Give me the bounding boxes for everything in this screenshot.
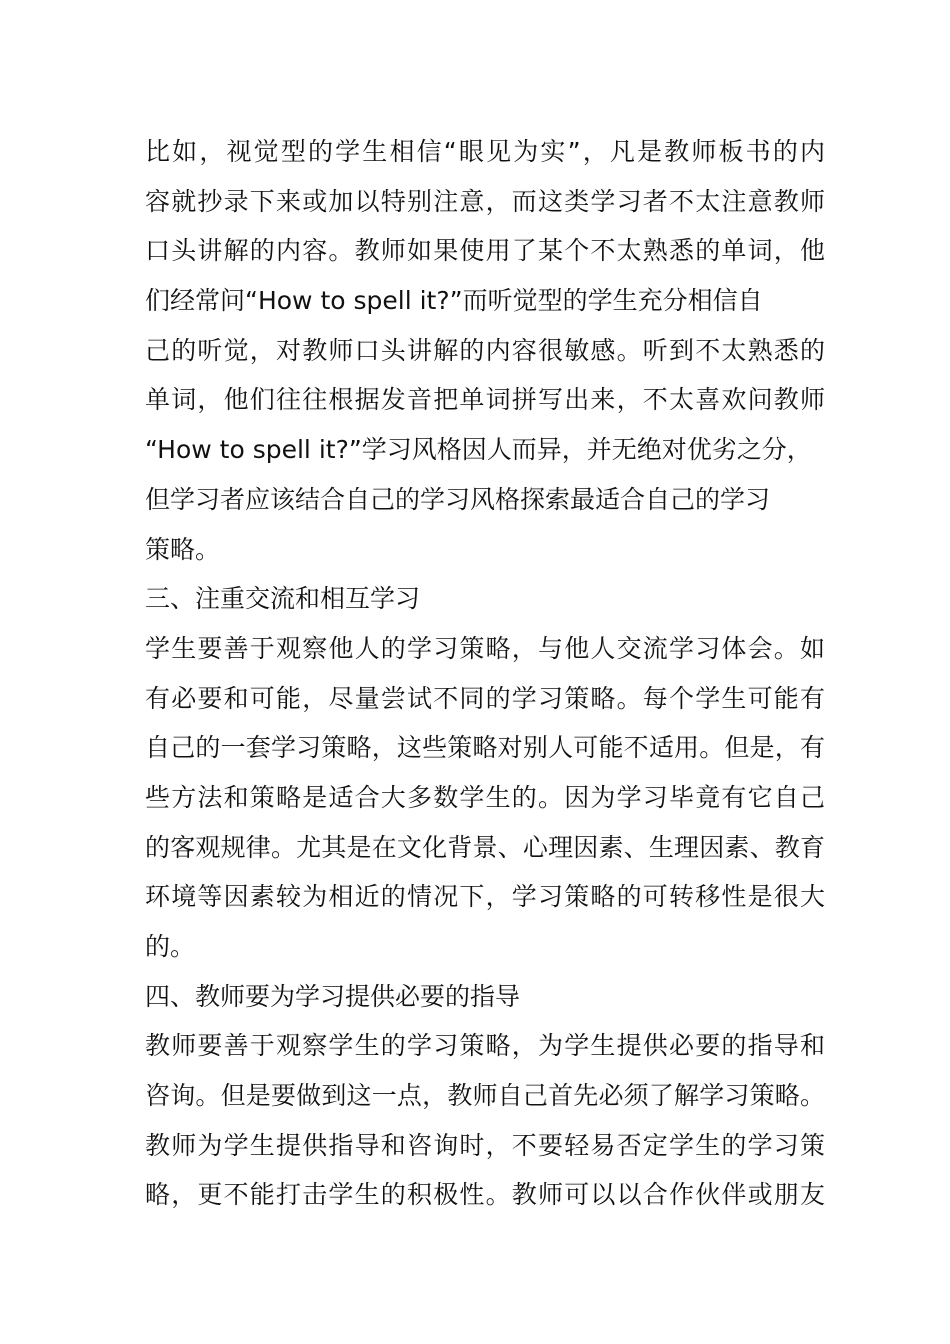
text-line: 容就抄录下来或加以特别注意，而这类学习者不太注意教师 [145, 186, 825, 216]
text-line: 自己的一套学习策略，这些策略对别人可能不适用。但是，有 [145, 733, 825, 763]
text-line: 有必要和可能，尽量尝试不同的学习策略。每个学生可能有 [145, 683, 825, 713]
text-line: 的。 [145, 932, 196, 961]
text-line: 些方法和策略是适合大多数学生的。因为学习毕竟有它自己 [145, 782, 825, 812]
body-text [145, 127, 825, 1220]
text-line: 策略。 [145, 534, 221, 564]
text-line: 但学习者应该结合自己的学习风格探索最适合自己的学习 [145, 484, 771, 514]
text-line: 们经常问“How to spell it?”而听觉型的学生充分相信自 [145, 286, 763, 316]
text-line: 比如，视觉型的学生相信“眼见为实”，凡是教师板书的内 [145, 137, 825, 166]
text-line: 己的听觉，对教师口头讲解的内容很敏感。听到不太熟悉的 [145, 335, 825, 365]
text-line: 四、教师要为学习提供必要的指导 [145, 981, 521, 1011]
text-line: 教师要善于观察学生的学习策略，为学生提供必要的指导和 [145, 1031, 825, 1061]
text-line: 口头讲解的内容。教师如果使用了某个不太熟悉的单词，他 [145, 236, 825, 266]
text-line: 单词，他们往往根据发音把单词拼写出来，不太喜欢问教师 [145, 385, 825, 415]
text-line: 的客观规律。尤其是在文化背景、心理因素、生理因素、教育 [145, 832, 825, 862]
text-line: “How to spell it?”学习风格因人而异，并无绝对优劣之分， [145, 435, 812, 465]
text-line: 学生要善于观察他人的学习策略，与他人交流学习体会。如 [145, 633, 825, 663]
text-line: 略，更不能打击学生的积极性。教师可以以合作伙伴或朋友 [145, 1180, 825, 1210]
text-line: 教师为学生提供指导和咨询时，不要轻易否定学生的学习策 [145, 1130, 825, 1160]
text-line: 咨询。但是要做到这一点，教师自己首先必须了解学习策略。 [145, 1081, 825, 1111]
text-line: 环境等因素较为相近的情况下，学习策略的可转移性是很大 [145, 882, 825, 912]
text-line: 三、注重交流和相互学习 [145, 584, 421, 614]
